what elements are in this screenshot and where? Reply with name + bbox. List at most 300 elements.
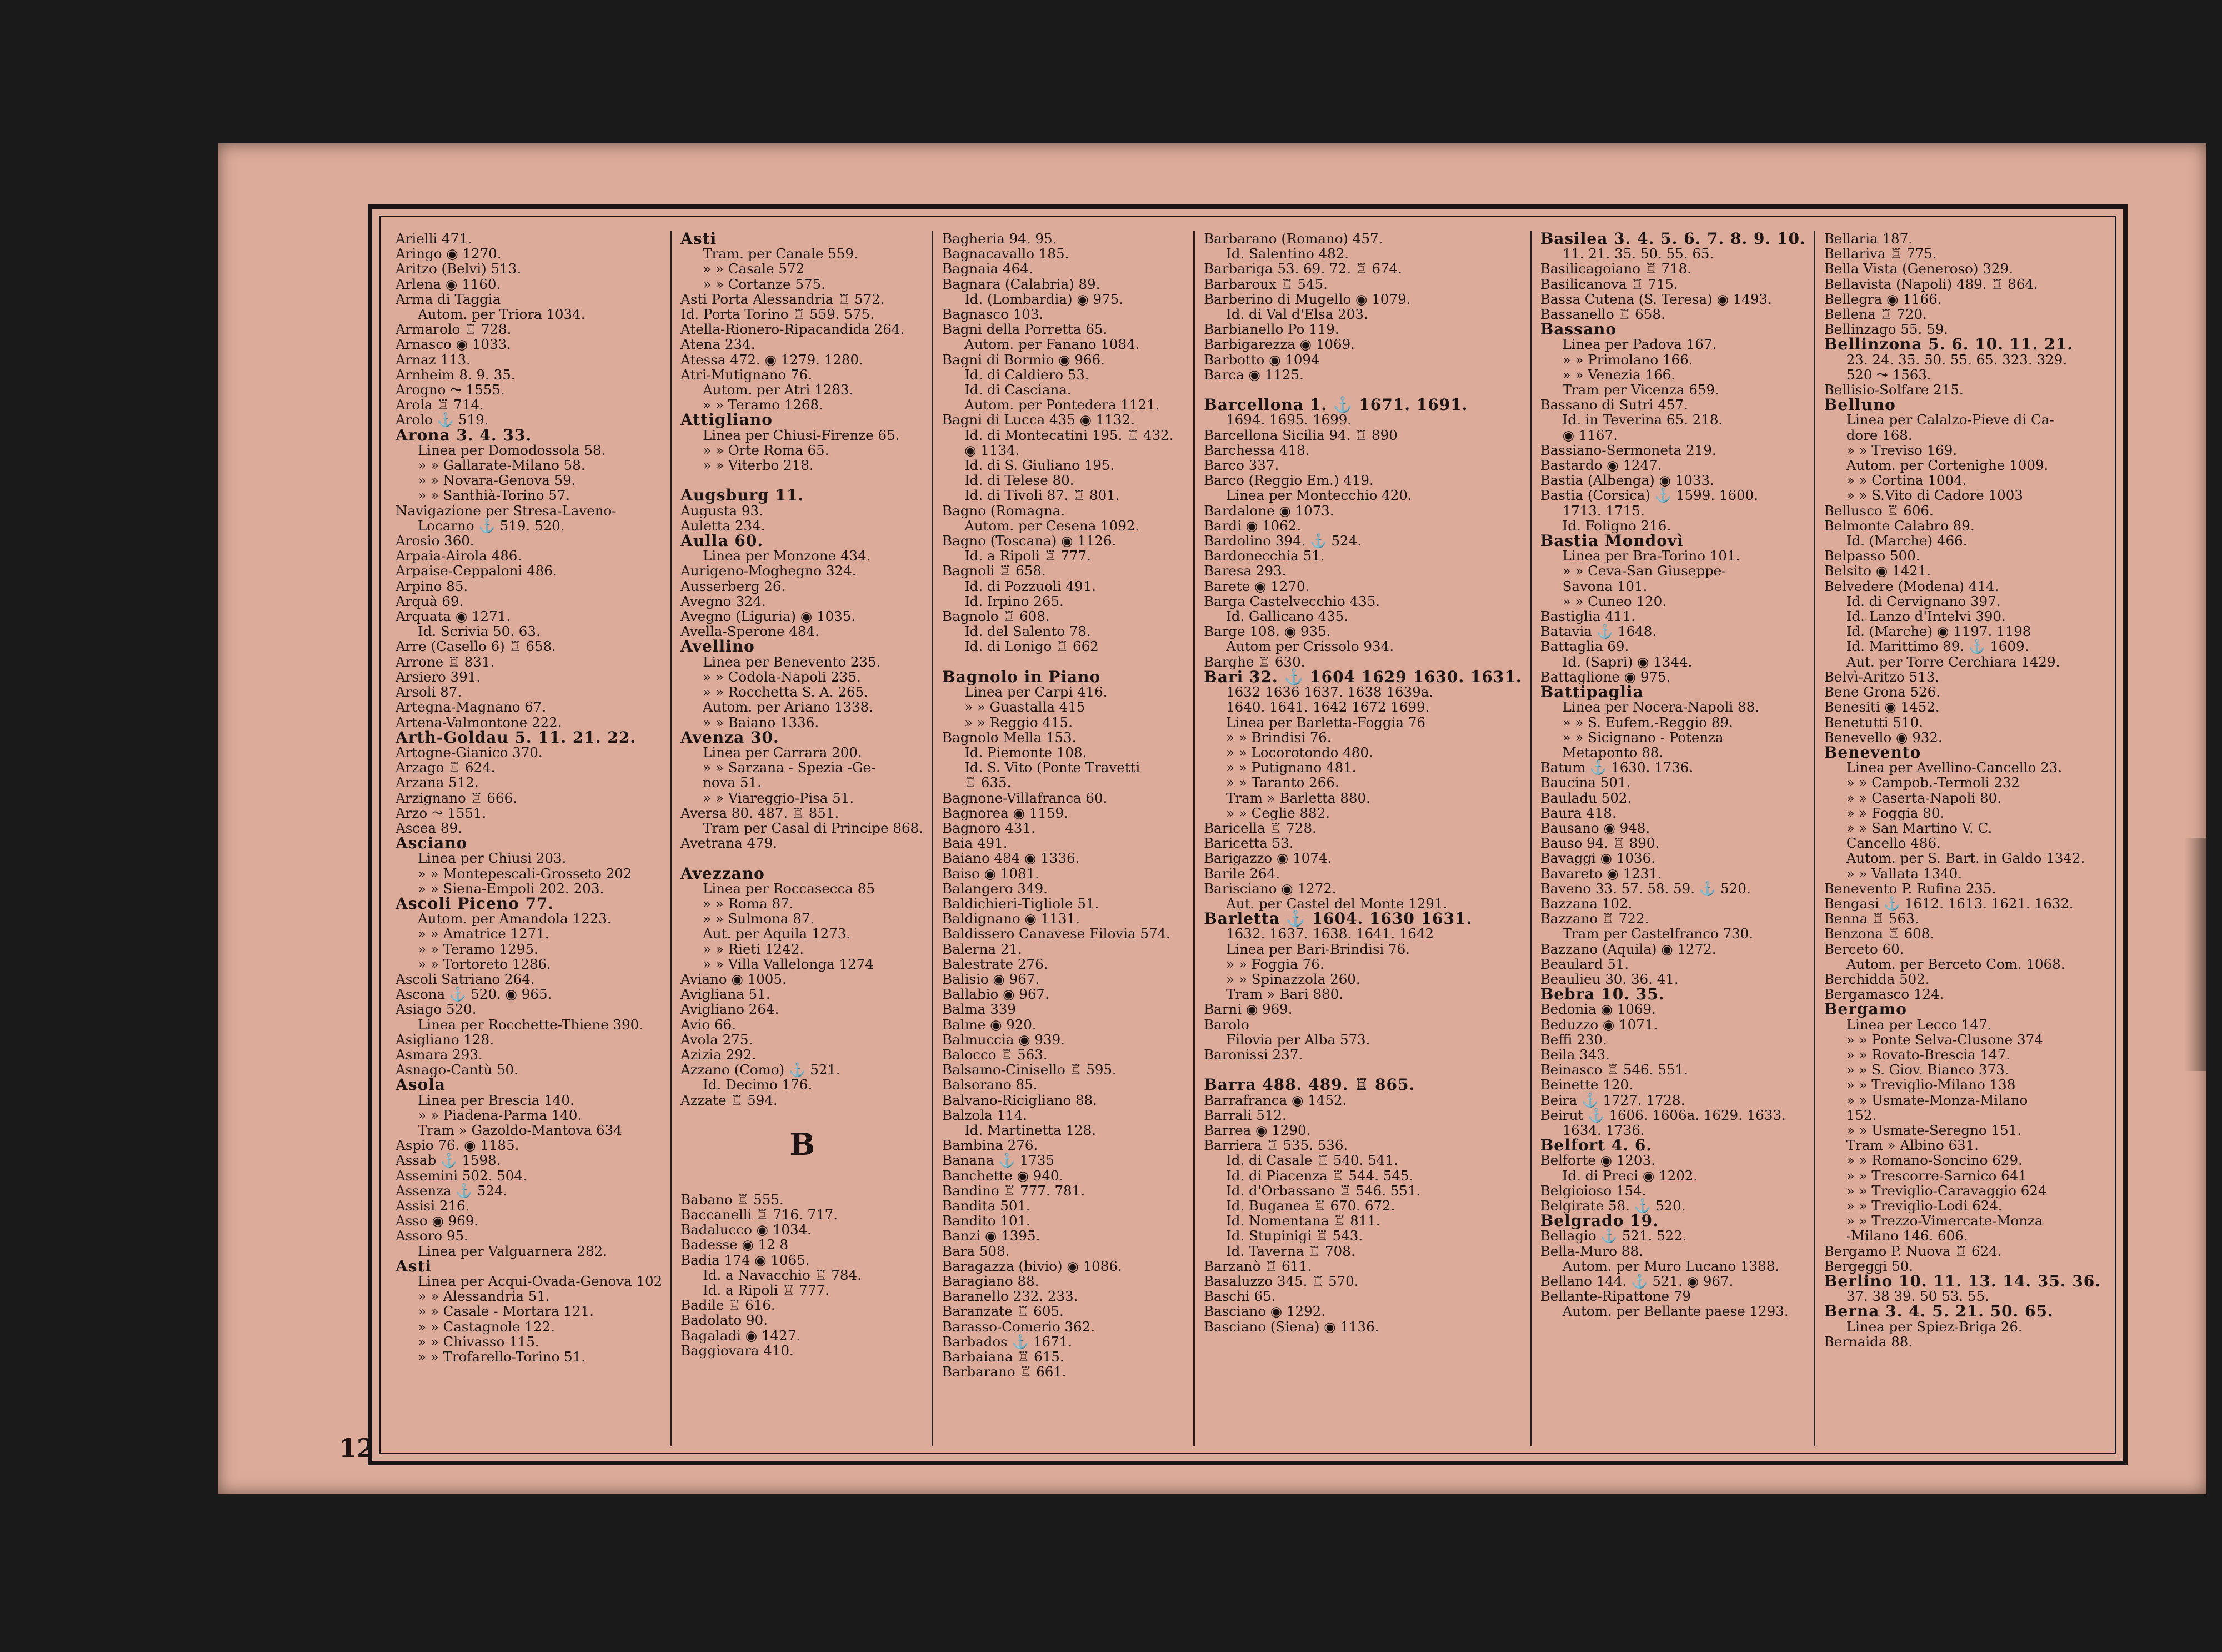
index-entry: Id. di Val d'Elsa 203.: [1226, 306, 1368, 323]
index-entry: Balme ◉ 920.: [942, 1016, 1037, 1033]
index-entry: Balma 339: [942, 1001, 1016, 1018]
index-entry: [1204, 1062, 1522, 1077]
index-entry: 1634. 1736.: [1562, 1122, 1645, 1138]
index-entry: Baschi 65.: [1204, 1288, 1276, 1305]
index-entry: Azizia 292.: [680, 1046, 757, 1063]
index-entry: Bellusco ♖ 606.: [1824, 502, 1934, 519]
index-entry: Arquata ◉ 1271.: [396, 608, 511, 625]
index-entry: Bardonecchia 51.: [1204, 548, 1325, 564]
index-entry: Id. d'Orbassano ♖ 546. 551.: [1226, 1182, 1421, 1199]
index-entry: Belvedere (Modena) 414.: [1824, 578, 1999, 594]
index-entry: Barrali 512.: [1204, 1107, 1287, 1123]
index-entry: Bagni di Lucca 435 ◉ 1132.: [942, 412, 1135, 428]
index-entry: Berchidda 502.: [1824, 970, 1930, 987]
index-entry: Bedonia ◉ 1069.: [1540, 1001, 1656, 1018]
index-entry: 152.: [1846, 1107, 1877, 1123]
index-entry: Bandino ♖ 777. 781.: [942, 1182, 1085, 1199]
index-entry: Bambina 276.: [942, 1137, 1038, 1154]
index-entry: Autom per Crissolo 934.: [1226, 638, 1394, 655]
index-entry: » » Locorotondo 480.: [1226, 744, 1373, 760]
index-entry: Barco 337.: [1204, 457, 1279, 474]
index-entry: 520 ⤳ 1563.: [1846, 366, 1931, 383]
index-entry: Badia 174 ◉ 1065.: [680, 1251, 810, 1268]
index-entry: Banana ⚓ 1735: [942, 1152, 1054, 1169]
index-entry: Assemini 502. 504.: [396, 1167, 527, 1184]
index-entry: Linea per Spiez-Briga 26.: [1846, 1318, 2023, 1335]
index-entry: Baucina 501.: [1540, 774, 1631, 791]
index-entry: Belsito ◉ 1421.: [1824, 563, 1931, 579]
index-column-6: [1815, 231, 2109, 1446]
index-entry: Arnaz 113.: [396, 351, 471, 368]
index-heading: Bari 32. ⚓ 1604 1629 1630. 1631.: [1204, 667, 1522, 686]
index-entry: Autom. per Ariano 1338.: [703, 699, 874, 715]
index-entry: Bausano ◉ 948.: [1540, 819, 1650, 836]
index-entry: Bassiano-Sermoneta 219.: [1540, 442, 1716, 458]
index-heading: Bagnolo in Piano: [942, 667, 1101, 686]
index-entry: Arzo ⤳ 1551.: [396, 804, 487, 821]
index-entry: Barbaiana ♖ 615.: [942, 1349, 1064, 1365]
index-entry: Baveno 33. 57. 58. 59. ⚓ 520.: [1540, 880, 1751, 897]
index-entry: Arlena ◉ 1160.: [396, 276, 501, 292]
index-entry: Id. di Telese 80.: [964, 472, 1074, 489]
index-entry: Bengasi ⚓ 1612. 1613. 1621. 1632.: [1824, 895, 2074, 912]
index-entry: » » Foggia 76.: [1226, 955, 1324, 972]
index-entry: Beduzzo ◉ 1071.: [1540, 1016, 1658, 1033]
index-entry: Babano ♖ 555.: [680, 1191, 784, 1208]
page-frame: [368, 204, 2128, 1465]
index-entry: Banzi ◉ 1395.: [942, 1228, 1040, 1244]
index-entry: Arnheim 8. 9. 35.: [396, 366, 516, 383]
index-entry: Linea per Padova 167.: [1562, 336, 1717, 353]
index-entry: Id. a Ripoli ♖ 777.: [964, 548, 1091, 564]
index-entry: Linea per Barletta-Foggia 76: [1226, 714, 1425, 730]
index-heading: Barra 488. 489. ♖ 865.: [1204, 1075, 1415, 1094]
index-entry: » » Trescorre-Sarnico 641: [1846, 1167, 2027, 1184]
index-entry: Bastiglia 411.: [1540, 608, 1635, 625]
index-entry: » » Treviso 169.: [1846, 442, 1958, 458]
index-entry: 1632. 1637. 1638. 1641. 1642: [1226, 925, 1434, 942]
index-entry: Id. in Teverina 65. 218.: [1562, 412, 1723, 428]
index-entry: Id. (Lombardia) ◉ 975.: [964, 291, 1124, 307]
section-letter: B: [789, 1126, 815, 1162]
index-entry: Benesiti ◉ 1452.: [1824, 699, 1940, 715]
index-entry: » » Ceva-San Giuseppe-: [1562, 563, 1726, 579]
index-entry: 1640. 1641. 1642 1672 1699.: [1226, 699, 1430, 715]
index-heading: Berlino 10. 11. 13. 14. 35. 36.: [1824, 1272, 2101, 1291]
index-entry: Asmara 293.: [396, 1046, 483, 1063]
index-entry: Id. Foligno 216.: [1562, 517, 1671, 534]
index-entry: 23. 24. 35. 50. 55. 65. 323. 329.: [1846, 351, 2068, 368]
index-entry: Bagnoli ♖ 658.: [942, 563, 1046, 579]
index-entry: Id. Martinetta 128.: [964, 1122, 1097, 1138]
index-entry: Balangero 349.: [942, 880, 1048, 897]
index-entry: Bagnolo ♖ 608.: [942, 608, 1050, 625]
index-heading: Battipaglia: [1540, 683, 1644, 702]
index-entry: Bardalone ◉ 1073.: [1204, 502, 1334, 519]
index-heading: Avezzano: [680, 864, 765, 883]
index-entry: Belvì-Aritzo 513.: [1824, 668, 1940, 685]
index-entry: » » Taranto 266.: [1226, 774, 1339, 791]
index-entry: Barbarano ♖ 661.: [942, 1364, 1067, 1380]
index-entry: Artegna-Magnano 67.: [396, 699, 547, 715]
index-entry: Barete ◉ 1270.: [1204, 578, 1310, 594]
index-entry: Artena-Valmontone 222.: [396, 714, 562, 730]
index-entry: Autom. per Pontedera 1121.: [964, 397, 1160, 413]
index-entry: Bauladu 502.: [1540, 789, 1632, 806]
index-entry: » » Novara-Genova 59.: [418, 472, 576, 489]
index-heading: Asciano: [396, 834, 468, 853]
index-entry: Azzano (Como) ⚓ 521.: [680, 1062, 840, 1078]
index-entry: Asigliano 128.: [396, 1031, 494, 1048]
index-entry: » » Spinazzola 260.: [1226, 970, 1360, 987]
index-entry: Bellena ♖ 720.: [1824, 306, 1927, 323]
index-entry: Barbianello Po 119.: [1204, 321, 1339, 338]
index-column-4: [1195, 231, 1531, 1446]
index-entry: » » Orte Roma 65.: [703, 442, 829, 458]
index-heading: Bassano: [1540, 320, 1617, 339]
index-entry: Linea per Bra-Torino 101.: [1562, 548, 1740, 564]
index-entry: Avegno 324.: [680, 593, 766, 609]
index-entry: Atella-Rionero-Ripacandida 264.: [680, 321, 905, 338]
index-entry: Basciano ◉ 1292.: [1204, 1303, 1326, 1320]
index-entry: Id. (Marche) 466.: [1846, 533, 1968, 549]
index-entry: Bagnorea ◉ 1159.: [942, 804, 1068, 821]
index-entry: Baricella ♖ 728.: [1204, 819, 1317, 836]
index-entry: 1713. 1715.: [1562, 502, 1645, 519]
index-entry: Arogno ⤳ 1555.: [396, 382, 505, 398]
index-entry: Bagno (Toscana) ◉ 1126.: [942, 533, 1117, 549]
index-entry: » » Chivasso 115.: [418, 1333, 539, 1350]
index-entry: Barbariga 53. 69. 72. ♖ 674.: [1204, 261, 1402, 277]
index-entry: Bellinzago 55. 59.: [1824, 321, 1948, 338]
index-entry: » » Amatrice 1271.: [418, 925, 549, 942]
index-heading: Belfort 4. 6.: [1540, 1136, 1653, 1155]
index-entry: Linea per Avellino-Cancello 23.: [1846, 759, 2063, 776]
index-entry: Tram. per Canale 559.: [703, 246, 858, 262]
index-entry: Id. Piemonte 108.: [964, 744, 1087, 760]
index-entry: Atena 234.: [680, 336, 755, 353]
index-entry: Autom. per Muro Lucano 1388.: [1562, 1258, 1780, 1274]
index-entry: » » Usmate-Seregno 151.: [1846, 1122, 2021, 1138]
index-entry: Baranello 232. 233.: [942, 1288, 1078, 1305]
index-entry: Belgirate 58. ⚓ 520.: [1540, 1198, 1686, 1214]
index-entry: Arma di Taggia: [396, 291, 501, 307]
index-entry: » » Casale 572: [703, 261, 805, 277]
index-entry: Arpaia-Airola 486.: [396, 548, 522, 564]
index-entry: Id. Irpino 265.: [964, 593, 1064, 609]
index-entry: Linea per Lecco 147.: [1846, 1016, 1992, 1033]
index-entry: Autom. per S. Bart. in Galdo 1342.: [1846, 850, 2085, 867]
index-entry: Avetrana 479.: [680, 835, 778, 852]
index-entry: Barga Castelvecchio 435.: [1204, 593, 1380, 609]
index-entry: » » S. Giov. Bianco 373.: [1846, 1062, 2009, 1078]
index-entry: Barcellona Sicilia 94. ♖ 890: [1204, 427, 1398, 443]
index-entry: Bergeggi 50.: [1824, 1258, 1914, 1274]
index-entry: Barile 264.: [1204, 865, 1280, 882]
index-heading: Aulla 60.: [680, 532, 764, 550]
index-entry: Bassano di Sutri 457.: [1540, 397, 1688, 413]
index-entry: Barberino di Mugello ◉ 1079.: [1204, 291, 1411, 307]
index-entry: Armarolo ♖ 728.: [396, 321, 512, 338]
index-entry: » » Brindisi 76.: [1226, 729, 1332, 745]
index-entry: Assenza ⚓ 524.: [396, 1182, 508, 1199]
index-entry: Linea per Carrara 200.: [703, 744, 862, 760]
index-entry: Belforte ◉ 1203.: [1540, 1152, 1655, 1169]
binding-edge: [2184, 838, 2206, 1071]
index-entry: Arsoli 87.: [396, 684, 462, 700]
index-heading: Bastia Mondovì: [1540, 532, 1684, 550]
index-entry: Id. di Casale ♖ 540. 541.: [1226, 1152, 1398, 1169]
index-entry: » » Guastalla 415: [964, 699, 1085, 715]
index-entry: Bagno (Romagna.: [942, 502, 1065, 519]
index-entry: Id. a Navacchio ♖ 784.: [703, 1266, 862, 1283]
index-entry: Linea per Montecchio 420.: [1226, 487, 1412, 504]
index-entry: Id. Gallicano 435.: [1226, 608, 1348, 625]
index-entry: » » Sicignano - Potenza: [1562, 729, 1724, 745]
index-heading: Asti: [396, 1256, 432, 1275]
index-entry: Baiso ◉ 1081.: [942, 865, 1039, 882]
index-entry: Barghe ♖ 630.: [1204, 653, 1305, 670]
index-entry: Barbigarezza ◉ 1069.: [1204, 336, 1355, 353]
index-entry: Aringo ◉ 1270.: [396, 246, 502, 262]
index-entry: Linea per Carpi 416.: [964, 684, 1108, 700]
index-entry: Barolo: [1204, 1016, 1249, 1033]
index-entry: » » Treviglio-Lodi 624.: [1846, 1198, 2003, 1214]
index-entry: Balocco ♖ 563.: [942, 1046, 1048, 1063]
index-entry: Bazzano (Aquila) ◉ 1272.: [1540, 940, 1716, 957]
index-entry: dore 168.: [1846, 427, 1913, 443]
index-entry: Barbotto ◉ 1094: [1204, 351, 1320, 368]
index-heading: Arona 3. 4. 33.: [396, 425, 532, 444]
index-entry: Badesse ◉ 12 8: [680, 1237, 789, 1253]
index-entry: Baccanelli ♖ 716. 717.: [680, 1206, 838, 1223]
index-entry: Baggiovara 410.: [680, 1342, 794, 1359]
index-entry: Bagnone-Villafranca 60.: [942, 789, 1108, 806]
index-entry: Id. di Caldiero 53.: [964, 366, 1089, 383]
index-entry: Beila 343.: [1540, 1046, 1610, 1063]
index-entry: Arrone ♖ 831.: [396, 653, 495, 670]
index-entry: Id. Porta Torino ♖ 559. 575.: [680, 306, 874, 323]
index-entry: Batum ⚓ 1630. 1736.: [1540, 759, 1694, 776]
index-entry: » » Rovato-Brescia 147.: [1846, 1046, 2011, 1063]
index-entry: [1204, 382, 1522, 397]
index-entry: Bellante-Ripattone 79: [1540, 1288, 1691, 1305]
index-heading: Bergamo: [1824, 1000, 1907, 1019]
index-entry: Bavaggi ◉ 1036.: [1540, 850, 1655, 867]
index-entry: Bagnara (Calabria) 89.: [942, 276, 1100, 292]
index-entry: Balsorano 85.: [942, 1077, 1038, 1093]
index-entry: Bardi ◉ 1062.: [1204, 517, 1302, 534]
index-entry: Baricetta 53.: [1204, 835, 1294, 852]
index-entry: Id. Lanzo d'Intelvi 390.: [1846, 608, 2006, 625]
index-entry: Beirut ⚓ 1606. 1606a. 1629. 1633.: [1540, 1107, 1786, 1123]
index-entry: » » Trofarello-Torino 51.: [418, 1349, 586, 1365]
index-entry: » » Cuneo 120.: [1562, 593, 1667, 609]
index-entry: Id. del Salento 78.: [964, 623, 1091, 640]
index-entry: » » Campob.-Termoli 232: [1846, 774, 2020, 791]
index-entry: Tram per Castelfranco 730.: [1562, 925, 1754, 942]
index-heading: Attigliano: [680, 411, 773, 429]
index-entry: Arola ♖ 714.: [396, 397, 484, 413]
index-entry: Baldissero Canavese Filovia 574.: [942, 925, 1170, 942]
index-entry: Atessa 472. ◉ 1279. 1280.: [680, 351, 863, 368]
index-entry: Bagnasco 103.: [942, 306, 1044, 323]
index-entry: Ascea 89.: [396, 819, 462, 836]
index-entry: Linea per Chiusi 203.: [418, 850, 567, 867]
index-entry: Baragazza (bivio) ◉ 1086.: [942, 1258, 1122, 1274]
index-entry: Bergamo P. Nuova ♖ 624.: [1824, 1243, 2002, 1259]
index-entry: Bagheria 94. 95.: [942, 231, 1057, 247]
index-entry: Asti Porta Alessandria ♖ 572.: [680, 291, 885, 307]
index-entry: Autom. per Cesena 1092.: [964, 517, 1140, 534]
index-entry: » » Putignano 481.: [1226, 759, 1357, 776]
index-heading: Berna 3. 4. 5. 21. 50. 65.: [1824, 1302, 2054, 1321]
index-entry: » » San Martino V. C.: [1846, 819, 1993, 836]
index-entry: Belpasso 500.: [1824, 548, 1920, 564]
index-entry: » » Caserta-Napoli 80.: [1846, 789, 2002, 806]
index-entry: Metaponto 88.: [1562, 744, 1664, 760]
index-entry: » » Foggia 80.: [1846, 804, 1945, 821]
index-entry: Baldignano ◉ 1131.: [942, 910, 1080, 927]
index-entry: Id. Scrivia 50. 63.: [418, 623, 541, 640]
index-entry: Savona 101.: [1562, 578, 1648, 594]
index-entry: ◉ 1167.: [1562, 427, 1618, 443]
index-entry: Asiago 520.: [396, 1001, 477, 1018]
index-entry: Auletta 234.: [680, 517, 765, 534]
index-entry: Linea per Chiusi-Firenze 65.: [703, 427, 900, 443]
index-entry: » » Baiano 1336.: [703, 714, 819, 730]
index-entry: 1694. 1695. 1699.: [1226, 412, 1352, 428]
index-entry: Beaulieu 30. 36. 41.: [1540, 970, 1679, 987]
index-entry: Barni ◉ 969.: [1204, 1001, 1293, 1018]
index-entry: Bellariva ♖ 775.: [1824, 246, 1937, 262]
index-entry: Bellisio-Solfare 215.: [1824, 382, 1964, 398]
index-entry: [942, 654, 1185, 669]
index-entry: Locarno ⚓ 519. 520.: [418, 517, 565, 534]
index-entry: Bellaria 187.: [1824, 231, 1913, 247]
index-entry: Bavareto ◉ 1231.: [1540, 865, 1662, 882]
index-entry: Ballabio ◉ 967.: [942, 986, 1049, 1003]
index-entry: Linea per Nocera-Napoli 88.: [1562, 699, 1759, 715]
index-entry: Arquà 69.: [396, 593, 464, 609]
index-entry: Barbarano (Romano) 457.: [1204, 231, 1383, 247]
index-entry: Avigliana 51.: [680, 986, 770, 1003]
index-entry: Avola 275.: [680, 1031, 753, 1048]
index-entry: Balestrate 276.: [942, 955, 1048, 972]
index-entry: Autom. per Triora 1034.: [418, 306, 585, 323]
index-heading: Barletta ⚓ 1604. 1630 1631.: [1204, 909, 1473, 928]
index-heading: Augsburg 11.: [680, 486, 804, 505]
index-heading: Barcellona 1. ⚓ 1671. 1691.: [1204, 396, 1468, 414]
index-entry: Badalucco ◉ 1034.: [680, 1222, 812, 1238]
index-entry: Benevento P. Rufina 235.: [1824, 880, 1996, 897]
index-entry: » » Rocchetta S. A. 265.: [703, 684, 869, 700]
index-entry: Avio 66.: [680, 1016, 737, 1033]
index-entry: Baronissi 237.: [1204, 1046, 1303, 1063]
index-entry: Id. di Pozzuoli 491.: [964, 578, 1096, 594]
index-entry: Autom. per Amandola 1223.: [418, 910, 612, 927]
index-entry: Linea per Monzone 434.: [703, 548, 871, 564]
index-entry: Id. Taverna ♖ 708.: [1226, 1243, 1355, 1259]
index-entry: » » Montepescali-Grosseto 202: [418, 865, 632, 882]
index-entry: Id. di Tivoli 87. ♖ 801.: [964, 487, 1120, 504]
index-entry: Id. Nomentana ♖ 811.: [1226, 1213, 1380, 1229]
index-entry: Avella-Sperone 484.: [680, 623, 819, 640]
index-column-2: [672, 231, 933, 1446]
index-entry: Barisciano ◉ 1272.: [1204, 880, 1337, 897]
index-entry: Badile ♖ 616.: [680, 1297, 775, 1314]
index-entry: » » Treviglio-Milano 138: [1846, 1077, 2016, 1093]
index-entry: Linea per Acqui-Ovada-Genova 102: [418, 1273, 663, 1290]
index-entry: » » Castagnole 122.: [418, 1318, 555, 1335]
index-entry: Id. di S. Giuliano 195.: [964, 457, 1115, 474]
index-entry: » » Gallarate-Milano 58.: [418, 457, 585, 474]
index-entry: Azzate ♖ 594.: [680, 1092, 778, 1108]
index-entry: » » Ponte Selva-Clusone 374: [1846, 1031, 2043, 1048]
index-entry: Bandita 501.: [942, 1198, 1030, 1214]
index-entry: Aut. per Castel del Monte 1291.: [1226, 895, 1448, 912]
index-entry: Arpaise-Ceppaloni 486.: [396, 563, 557, 579]
index-entry: Badolato 90.: [680, 1312, 768, 1329]
index-entry: nova 51.: [703, 774, 762, 791]
index-entry: Autom. per Cortenighe 1009.: [1846, 457, 2049, 474]
index-entry: Baldichieri-Tigliole 51.: [942, 895, 1099, 912]
index-entry: Id. di Casciana.: [964, 382, 1072, 398]
index-entry: Bagnaia 464.: [942, 261, 1033, 277]
index-page: [218, 143, 2206, 1494]
index-entry: Bagnolo Mella 153.: [942, 729, 1077, 745]
index-entry: Bergamasco 124.: [1824, 986, 1944, 1003]
index-heading: Bebra 10. 35.: [1540, 985, 1665, 1004]
index-entry: Battaglione ◉ 975.: [1540, 668, 1671, 685]
index-entry: -Milano 146. 606.: [1846, 1228, 1968, 1244]
index-entry: Balerna 21.: [942, 940, 1022, 957]
index-entry: Balzola 114.: [942, 1107, 1028, 1123]
index-entry: Id. Salentino 482.: [1226, 246, 1349, 262]
index-entry: Linea per Rocchette-Thiene 390.: [418, 1016, 644, 1033]
index-entry: Augusta 93.: [680, 502, 763, 519]
index-entry: Filovia per Alba 573.: [1226, 1031, 1370, 1048]
index-entry: Bene Grona 526.: [1824, 684, 1941, 700]
index-entry: 11. 21. 35. 50. 55. 65.: [1562, 246, 1714, 262]
index-entry: Beira ⚓ 1727. 1728.: [1540, 1092, 1685, 1108]
index-heading: Arth-Goldau 5. 11. 21. 22.: [396, 728, 637, 747]
index-entry: Aversa 80. 487. ♖ 851.: [680, 804, 839, 821]
index-heading: Asola: [396, 1075, 446, 1094]
index-entry: Bandito 101.: [942, 1213, 1030, 1229]
index-entry: Bastardo ◉ 1247.: [1540, 457, 1662, 474]
index-entry: Beaulard 51.: [1540, 955, 1629, 972]
index-entry: » » Ceglie 882.: [1226, 804, 1330, 821]
index-entry: Baranzate ♖ 605.: [942, 1303, 1064, 1320]
index-entry: » » Piadena-Parma 140.: [418, 1107, 582, 1123]
index-entry: Id. di Montecatini 195. ♖ 432.: [964, 427, 1174, 443]
index-entry: Arre (Casello 6) ♖ 658.: [396, 638, 556, 655]
index-entry: Bassanello ♖ 658.: [1540, 306, 1665, 323]
index-entry: Id. Stupinigi ♖ 543.: [1226, 1228, 1363, 1244]
index-entry: Linea per Domodossola 58.: [418, 442, 606, 458]
index-entry: Balmuccia ◉ 939.: [942, 1031, 1065, 1048]
index-entry: Barzanò ♖ 611.: [1204, 1258, 1312, 1274]
index-entry: » » Roma 87.: [703, 895, 794, 912]
index-entry: Autom. per Fanano 1084.: [964, 336, 1140, 353]
index-entry: Barca ◉ 1125.: [1204, 366, 1304, 383]
index-entry: Barrea ◉ 1290.: [1204, 1122, 1311, 1138]
index-entry: » » Siena-Empoli 202. 203.: [418, 880, 604, 897]
index-entry: Id. di Preci ◉ 1202.: [1562, 1167, 1698, 1184]
index-entry: » » Villa Vallelonga 1274: [703, 955, 874, 972]
index-entry: » » Viareggio-Pisa 51.: [703, 789, 854, 806]
